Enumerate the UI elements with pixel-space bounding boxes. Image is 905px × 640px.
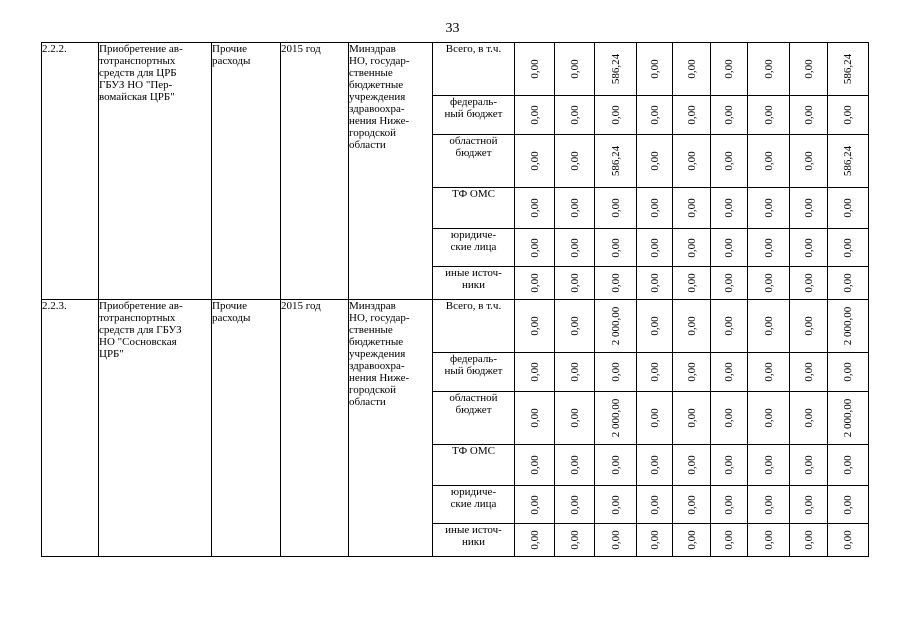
value-text: 0,00 xyxy=(648,198,661,218)
value-cell xyxy=(555,445,595,486)
value-text: 0,00 xyxy=(802,316,815,336)
value-text: 0,00 xyxy=(568,105,581,125)
value-text: 0,00 xyxy=(568,273,581,293)
value-cell xyxy=(555,135,595,188)
value-cell xyxy=(748,445,790,486)
value-cell xyxy=(828,524,869,557)
value-cell xyxy=(515,353,555,392)
value-cell xyxy=(595,135,637,188)
value-text: 2 000,00 xyxy=(842,306,854,346)
value-text: 0,00 xyxy=(802,408,815,428)
item-expense-type: Прочие расходы xyxy=(212,300,281,557)
value-cell xyxy=(828,96,869,135)
value-text: 0,00 xyxy=(648,105,661,125)
value-text: 0,00 xyxy=(685,530,698,550)
value-text: 0,00 xyxy=(609,455,622,475)
value-cell xyxy=(748,300,790,353)
value-text: 0,00 xyxy=(609,362,622,382)
value-cell xyxy=(790,445,828,486)
value-text: 0,00 xyxy=(609,530,622,550)
item-executor: Минздрав НО, государ- ственные бюджетные учреждения здравоохра- нения Ниже- городской области xyxy=(349,43,433,300)
value-text: 0,00 xyxy=(842,105,854,125)
value-cell xyxy=(711,300,748,353)
value-text: 2 000,00 xyxy=(842,398,854,438)
value-cell xyxy=(828,353,869,392)
value-cell xyxy=(555,486,595,524)
value-text: 0,00 xyxy=(802,105,815,125)
value-text: 0,00 xyxy=(568,494,581,515)
value-cell xyxy=(595,188,637,229)
value-cell xyxy=(711,135,748,188)
value-cell xyxy=(595,392,637,445)
value-cell xyxy=(637,96,673,135)
funding-source: областной бюджет xyxy=(433,135,515,188)
value-text: 0,00 xyxy=(842,273,854,293)
value-cell xyxy=(637,188,673,229)
value-cell xyxy=(555,353,595,392)
value-text: 0,00 xyxy=(528,198,541,218)
value-cell xyxy=(748,135,790,188)
value-cell xyxy=(673,353,711,392)
value-text: 0,00 xyxy=(685,237,698,258)
value-cell xyxy=(828,229,869,267)
value-cell xyxy=(637,135,673,188)
table-body xyxy=(42,43,869,557)
value-text: 0,00 xyxy=(762,198,775,218)
value-text: 0,00 xyxy=(802,273,815,293)
item-code: 2.2.3. xyxy=(42,300,99,557)
value-cell xyxy=(790,229,828,267)
table-row xyxy=(42,300,869,353)
value-text: 0,00 xyxy=(568,455,581,475)
value-text: 0,00 xyxy=(648,151,661,171)
value-text: 0,00 xyxy=(685,494,698,515)
value-text: 0,00 xyxy=(802,362,815,382)
value-cell xyxy=(515,392,555,445)
value-text: 0,00 xyxy=(648,494,661,515)
value-text: 0,00 xyxy=(685,316,698,336)
value-text: 2 000,00 xyxy=(609,306,622,346)
value-text: 0,00 xyxy=(568,198,581,218)
value-cell xyxy=(637,486,673,524)
value-cell xyxy=(790,135,828,188)
value-cell xyxy=(515,445,555,486)
value-cell xyxy=(711,229,748,267)
value-text: 0,00 xyxy=(762,408,775,428)
value-cell xyxy=(515,229,555,267)
value-text: 0,00 xyxy=(648,455,661,475)
value-text: 0,00 xyxy=(723,59,735,79)
value-cell xyxy=(555,188,595,229)
value-cell xyxy=(748,96,790,135)
value-text: 0,00 xyxy=(609,198,622,218)
value-cell xyxy=(711,96,748,135)
value-text: 0,00 xyxy=(802,198,815,218)
funding-source: Всего, в т.ч. xyxy=(433,43,515,96)
item-expense-type: Прочие расходы xyxy=(212,43,281,300)
value-text: 2 000,00 xyxy=(609,398,622,438)
value-text: 0,00 xyxy=(762,455,775,475)
value-text: 0,00 xyxy=(528,362,541,382)
value-text: 0,00 xyxy=(648,316,661,336)
value-cell xyxy=(637,300,673,353)
value-cell xyxy=(595,229,637,267)
value-text: 586,24 xyxy=(609,145,622,177)
item-year: 2015 год xyxy=(281,43,349,300)
value-cell xyxy=(515,135,555,188)
value-text: 0,00 xyxy=(762,530,775,550)
value-text: 0,00 xyxy=(568,530,581,550)
value-cell xyxy=(748,188,790,229)
value-cell xyxy=(748,353,790,392)
value-cell xyxy=(673,267,711,300)
value-cell xyxy=(748,486,790,524)
value-cell xyxy=(673,229,711,267)
value-text: 0,00 xyxy=(685,198,698,218)
value-text: 0,00 xyxy=(609,494,622,515)
value-cell xyxy=(828,300,869,353)
value-cell xyxy=(555,43,595,96)
value-text: 0,00 xyxy=(685,455,698,475)
value-cell xyxy=(673,135,711,188)
funding-source: юридиче- ские лица xyxy=(433,486,515,524)
value-text: 0,00 xyxy=(802,237,815,258)
value-cell xyxy=(748,43,790,96)
value-text: 0,00 xyxy=(568,151,581,171)
value-cell xyxy=(828,43,869,96)
value-text: 0,00 xyxy=(723,530,735,550)
value-cell xyxy=(673,188,711,229)
value-text: 0,00 xyxy=(568,316,581,336)
value-text: 0,00 xyxy=(802,494,815,515)
value-cell xyxy=(515,267,555,300)
value-text: 0,00 xyxy=(842,237,854,258)
value-text: 0,00 xyxy=(762,494,775,515)
value-cell xyxy=(555,300,595,353)
value-cell xyxy=(711,353,748,392)
value-text: 0,00 xyxy=(762,105,775,125)
value-cell xyxy=(555,229,595,267)
funding-source: Всего, в т.ч. xyxy=(433,300,515,353)
value-cell xyxy=(790,43,828,96)
value-cell xyxy=(790,392,828,445)
value-cell xyxy=(748,229,790,267)
value-cell xyxy=(637,445,673,486)
funding-source: областной бюджет xyxy=(433,392,515,445)
value-text: 0,00 xyxy=(685,362,698,382)
value-cell xyxy=(515,300,555,353)
value-text: 0,00 xyxy=(723,408,735,428)
value-cell xyxy=(595,267,637,300)
value-cell xyxy=(711,43,748,96)
value-cell xyxy=(515,43,555,96)
value-text: 0,00 xyxy=(842,198,854,218)
value-text: 0,00 xyxy=(842,494,854,515)
value-cell xyxy=(790,96,828,135)
value-cell xyxy=(673,392,711,445)
value-cell xyxy=(828,267,869,300)
value-text: 0,00 xyxy=(685,105,698,125)
value-text: 0,00 xyxy=(723,316,735,336)
value-cell xyxy=(515,486,555,524)
value-text: 0,00 xyxy=(528,105,541,125)
value-text: 0,00 xyxy=(648,273,661,293)
funding-source: ТФ ОМС xyxy=(433,188,515,229)
value-cell xyxy=(595,353,637,392)
value-text: 0,00 xyxy=(802,151,815,171)
value-cell xyxy=(828,486,869,524)
value-text: 0,00 xyxy=(528,494,541,515)
value-text: 0,00 xyxy=(528,455,541,475)
value-cell xyxy=(673,96,711,135)
value-cell xyxy=(790,300,828,353)
value-cell xyxy=(711,486,748,524)
value-cell xyxy=(748,392,790,445)
value-cell xyxy=(711,188,748,229)
value-cell xyxy=(790,267,828,300)
value-text: 0,00 xyxy=(648,408,661,428)
value-text: 0,00 xyxy=(762,59,775,79)
value-cell xyxy=(673,300,711,353)
value-text: 0,00 xyxy=(568,362,581,382)
value-cell xyxy=(555,96,595,135)
value-text: 0,00 xyxy=(723,455,735,475)
value-text: 0,00 xyxy=(609,105,622,125)
value-text: 0,00 xyxy=(723,237,735,258)
value-cell xyxy=(790,188,828,229)
value-text: 586,24 xyxy=(842,53,854,85)
value-text: 0,00 xyxy=(648,237,661,258)
value-text: 0,00 xyxy=(723,362,735,382)
value-text: 0,00 xyxy=(528,530,541,550)
value-text: 0,00 xyxy=(762,362,775,382)
value-cell xyxy=(555,524,595,557)
value-text: 0,00 xyxy=(723,494,735,515)
value-text: 0,00 xyxy=(842,362,854,382)
funding-source: федераль- ный бюджет xyxy=(433,353,515,392)
value-cell xyxy=(711,445,748,486)
value-cell xyxy=(828,135,869,188)
value-cell xyxy=(711,392,748,445)
value-cell xyxy=(637,524,673,557)
value-cell xyxy=(711,524,748,557)
value-text: 0,00 xyxy=(648,59,661,79)
value-cell xyxy=(637,43,673,96)
value-cell xyxy=(748,267,790,300)
value-cell xyxy=(637,267,673,300)
value-cell xyxy=(555,392,595,445)
value-text: 0,00 xyxy=(528,408,541,428)
value-cell xyxy=(595,96,637,135)
value-text: 0,00 xyxy=(802,530,815,550)
value-cell xyxy=(595,445,637,486)
value-cell xyxy=(828,392,869,445)
value-cell xyxy=(790,353,828,392)
value-text: 0,00 xyxy=(685,151,698,171)
value-text: 0,00 xyxy=(568,408,581,428)
item-executor: Минздрав НО, государ- ственные бюджетные учреждения здравоохра- нения Ниже- городской области xyxy=(349,300,433,557)
funding-source: юридиче- ские лица xyxy=(433,229,515,267)
value-text: 0,00 xyxy=(723,198,735,218)
value-cell xyxy=(828,188,869,229)
value-text: 0,00 xyxy=(723,151,735,171)
table-row xyxy=(42,43,869,96)
value-cell xyxy=(790,486,828,524)
budget-table xyxy=(41,42,869,557)
value-cell xyxy=(673,524,711,557)
value-text: 0,00 xyxy=(762,273,775,293)
value-cell xyxy=(748,524,790,557)
value-cell xyxy=(673,486,711,524)
value-cell xyxy=(637,353,673,392)
funding-source: ТФ ОМС xyxy=(433,445,515,486)
value-cell xyxy=(595,300,637,353)
value-text: 0,00 xyxy=(685,408,698,428)
value-text: 0,00 xyxy=(648,362,661,382)
value-cell xyxy=(515,524,555,557)
funding-source: иные источ- ники xyxy=(433,267,515,300)
value-cell xyxy=(828,445,869,486)
value-text: 0,00 xyxy=(568,59,581,79)
value-text: 0,00 xyxy=(528,273,541,293)
item-name: Приобретение ав- тотранспортных средств для ГБУЗ НО "Сосновская ЦРБ" xyxy=(99,300,212,557)
value-text: 0,00 xyxy=(842,530,854,550)
value-text: 0,00 xyxy=(648,530,661,550)
value-text: 0,00 xyxy=(762,316,775,336)
value-cell xyxy=(515,96,555,135)
value-text: 586,24 xyxy=(609,53,622,85)
value-cell xyxy=(673,43,711,96)
value-text: 0,00 xyxy=(609,273,622,293)
item-name: Приобретение ав- тотранспортных средств для ЦРБ ГБУЗ НО "Пер- вомайская ЦРБ" xyxy=(99,43,212,300)
item-code: 2.2.2. xyxy=(42,43,99,300)
value-text: 0,00 xyxy=(528,316,541,336)
value-text: 0,00 xyxy=(528,151,541,171)
value-text: 0,00 xyxy=(609,237,622,258)
value-text: 0,00 xyxy=(802,59,815,79)
value-cell xyxy=(595,43,637,96)
value-text: 0,00 xyxy=(568,237,581,258)
value-text: 0,00 xyxy=(685,59,698,79)
value-cell xyxy=(673,445,711,486)
value-text: 0,00 xyxy=(528,59,541,79)
value-text: 0,00 xyxy=(762,151,775,171)
value-text: 0,00 xyxy=(762,237,775,258)
value-text: 0,00 xyxy=(723,105,735,125)
value-cell xyxy=(790,524,828,557)
value-cell xyxy=(555,267,595,300)
value-text: 0,00 xyxy=(842,455,854,475)
value-cell xyxy=(515,188,555,229)
page-number: 33 xyxy=(445,21,460,36)
value-text: 0,00 xyxy=(528,237,541,258)
value-cell xyxy=(711,267,748,300)
item-year: 2015 год xyxy=(281,300,349,557)
value-text: 0,00 xyxy=(685,273,698,293)
value-cell xyxy=(637,229,673,267)
value-text: 0,00 xyxy=(723,273,735,293)
value-text: 0,00 xyxy=(802,455,815,475)
funding-source: федераль- ный бюджет xyxy=(433,96,515,135)
value-cell xyxy=(595,524,637,557)
value-text: 586,24 xyxy=(842,145,854,177)
funding-source: иные источ- ники xyxy=(433,524,515,557)
value-cell xyxy=(637,392,673,445)
value-cell xyxy=(595,486,637,524)
